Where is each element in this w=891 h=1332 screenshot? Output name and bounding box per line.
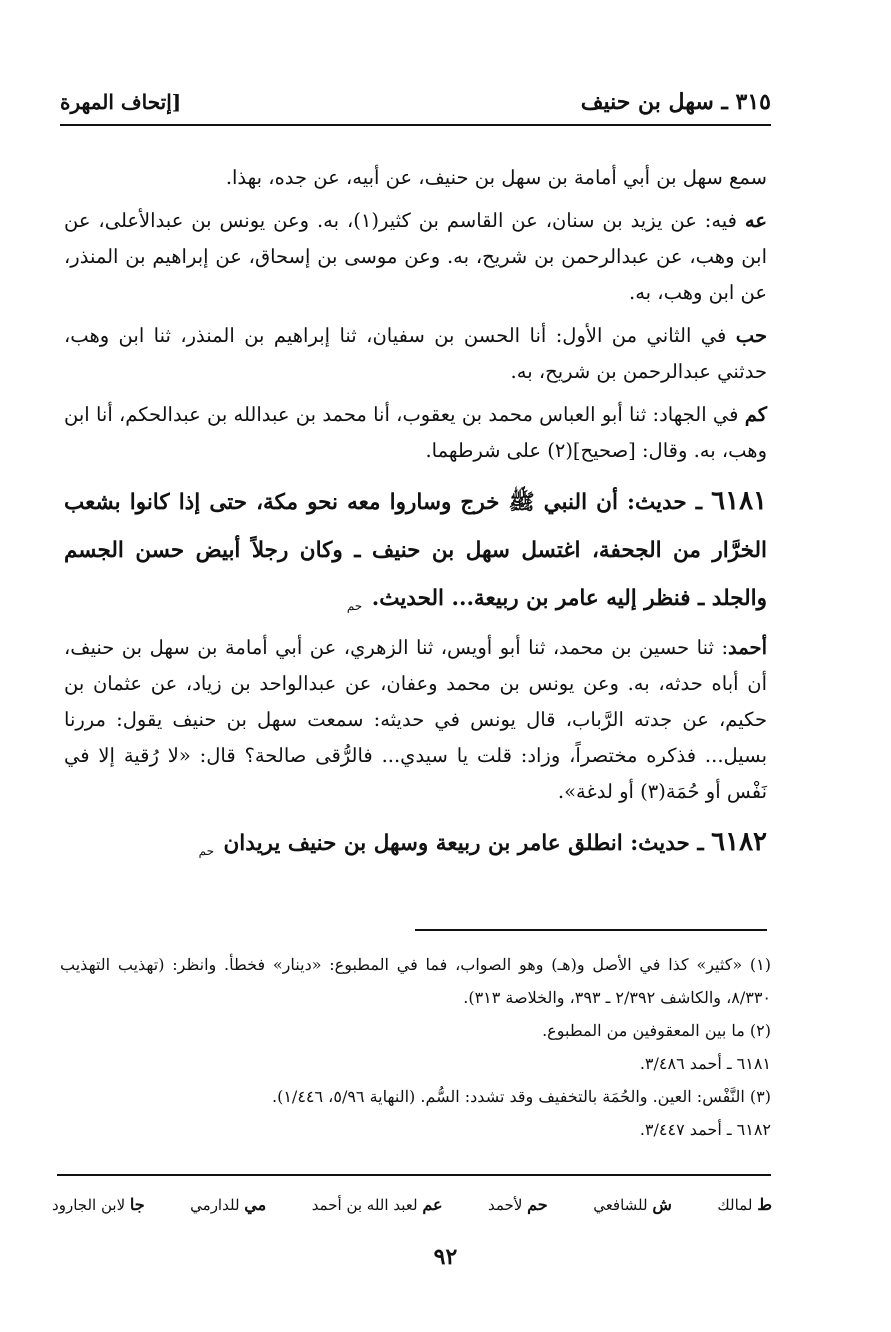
source-label: أحمد — [728, 636, 767, 659]
hadith-number: ٦١٨٢ — [711, 827, 767, 857]
paragraph-1: سمع سهل بن أبي أمامة بن سهل بن حنيف، عن أبيه، عن جده، بهذا. — [225, 166, 767, 189]
paragraph-text: : ثنا حسين بن محمد، ثنا أبو أويس، ثنا الزهري، عن أبي أمامة بن سهل بن حنيف، أن أباه حدثه، به. وعن يونس بن محمد وعفان، عن عبدالواحد بن زياد، عن عثمان بن حكيم، عن جدته الرَّباب، قال يونس في حديثه: سمعت سهل بن حنيف يقول: مررنا بسيل... فذكره مختصراً، وزاد: قلت يا سيدي... فالرُّقى صالحة؟ قال: «لا رُقية إلا في نَفْس أو حُمَة(٣) أو لدغة». — [64, 636, 767, 803]
source-label: عه — [744, 209, 767, 232]
hadith-6181 — [64, 477, 767, 623]
abbreviation-item — [312, 1195, 443, 1214]
paragraph-5 — [64, 630, 767, 810]
abbreviation-desc: لابن الجارود — [52, 1195, 126, 1214]
footnote-1: (١) «كثير» كذا في الأصل و(هـ) وهو الصواب، فما في المطبوع: «دينار» فخطأ. وانظر: (تهذيب التهذيب ٨/٣٣٠، والكاشف ٢/٣٩٢ ـ ٣٩٣، والخلاصة ٣١٣). — [60, 955, 771, 1007]
abbreviation-item — [52, 1195, 145, 1214]
abbreviation-code: ش — [652, 1194, 672, 1214]
paragraph-4 — [64, 397, 767, 469]
abbreviation-desc: لمالك — [717, 1195, 753, 1214]
reference-6181: ٦١٨١ ـ أحمد ٣/٤٨٦. — [639, 1054, 771, 1073]
source-label: كم — [744, 403, 767, 426]
abbreviation-code: مي — [244, 1194, 267, 1214]
footnote-2: (٢) ما بين المعقوفين من المطبوع. — [542, 1021, 771, 1040]
abbreviation-key — [52, 1190, 772, 1218]
chapter-title: ٣١٥ ـ سهل بن حنيف — [580, 89, 771, 115]
page-number: ٩٢ — [433, 1244, 458, 1270]
footnotes — [60, 948, 771, 1146]
header-rule — [60, 124, 771, 126]
reference-6182: ٦١٨٢ ـ أحمد ٣/٤٤٧. — [639, 1120, 771, 1139]
bottom-rule — [57, 1174, 771, 1176]
abbreviation-item — [190, 1195, 266, 1214]
abbreviation-code: حم — [527, 1194, 548, 1214]
abbreviation-desc: لعبد الله بن أحمد — [311, 1195, 418, 1214]
source-code: حم — [198, 844, 215, 859]
abbreviation-code: عم — [422, 1194, 443, 1214]
footnote-rule — [415, 929, 767, 931]
paragraph-3 — [64, 318, 767, 390]
abbreviation-code: جا — [129, 1194, 145, 1214]
paragraph-text: في الثاني من الأول: أنا الحسن بن سفيان، ثنا إبراهيم بن المنذر، ثنا ابن وهب، حدثني عبدالرحمن بن شريح، به. — [64, 324, 767, 383]
footnote-3: (٣) النَّفْس: العين. والحُمَة بالتخفيف وقد تشدد: السُّم. (النهاية ٥/٩٦، ١/٤٤٦). — [272, 1087, 771, 1106]
abbreviation-item — [593, 1195, 672, 1214]
abbreviation-item — [488, 1195, 548, 1214]
book-title: [إتحاف المهرة — [60, 90, 182, 114]
abbreviation-item — [717, 1195, 772, 1214]
running-header — [60, 82, 771, 122]
paragraph-text: فيه: عن يزيد بن سنان، عن القاسم بن كثير(١)، به. وعن يونس بن عبدالأعلى، عن ابن وهب، عن عبدالرحمن بن شريح، به. وعن موسى بن إسحاق، عن إبراهيم بن المنذر، عن ابن وهب، به. — [64, 209, 767, 304]
abbreviation-desc: لأحمد — [488, 1195, 523, 1214]
hadith-text: ـ حديث: أن النبي ﷺ خرج وساروا معه نحو مكة، حتى إذا كانوا بشعب الخرَّار من الجحفة، اغتسل سهل بن حنيف ـ وكان رجلاً أبيض حسن الجسم والجلد ـ فنظر إليه عامر بن ربيعة... الحديث. — [64, 490, 767, 611]
hadith-text: ـ حديث: انطلق عامر بن ربيعة وسهل بن حنيف يريدان — [223, 831, 704, 856]
main-text — [64, 160, 767, 875]
paragraph-2 — [64, 203, 767, 311]
source-label: حب — [735, 324, 767, 347]
abbreviation-code: ط — [757, 1194, 772, 1214]
source-code: حم — [346, 599, 363, 614]
abbreviation-desc: للشافعي — [593, 1195, 648, 1214]
abbreviation-desc: للدارمي — [190, 1195, 240, 1214]
paragraph-text: في الجهاد: ثنا أبو العباس محمد بن يعقوب، أنا محمد بن عبدالله بن عبدالحكم، أنا ابن وهب، به. وقال: [صحيح](٢) على شرطهما. — [64, 403, 767, 462]
hadith-6182 — [64, 818, 767, 868]
hadith-number: ٦١٨١ — [711, 486, 767, 516]
